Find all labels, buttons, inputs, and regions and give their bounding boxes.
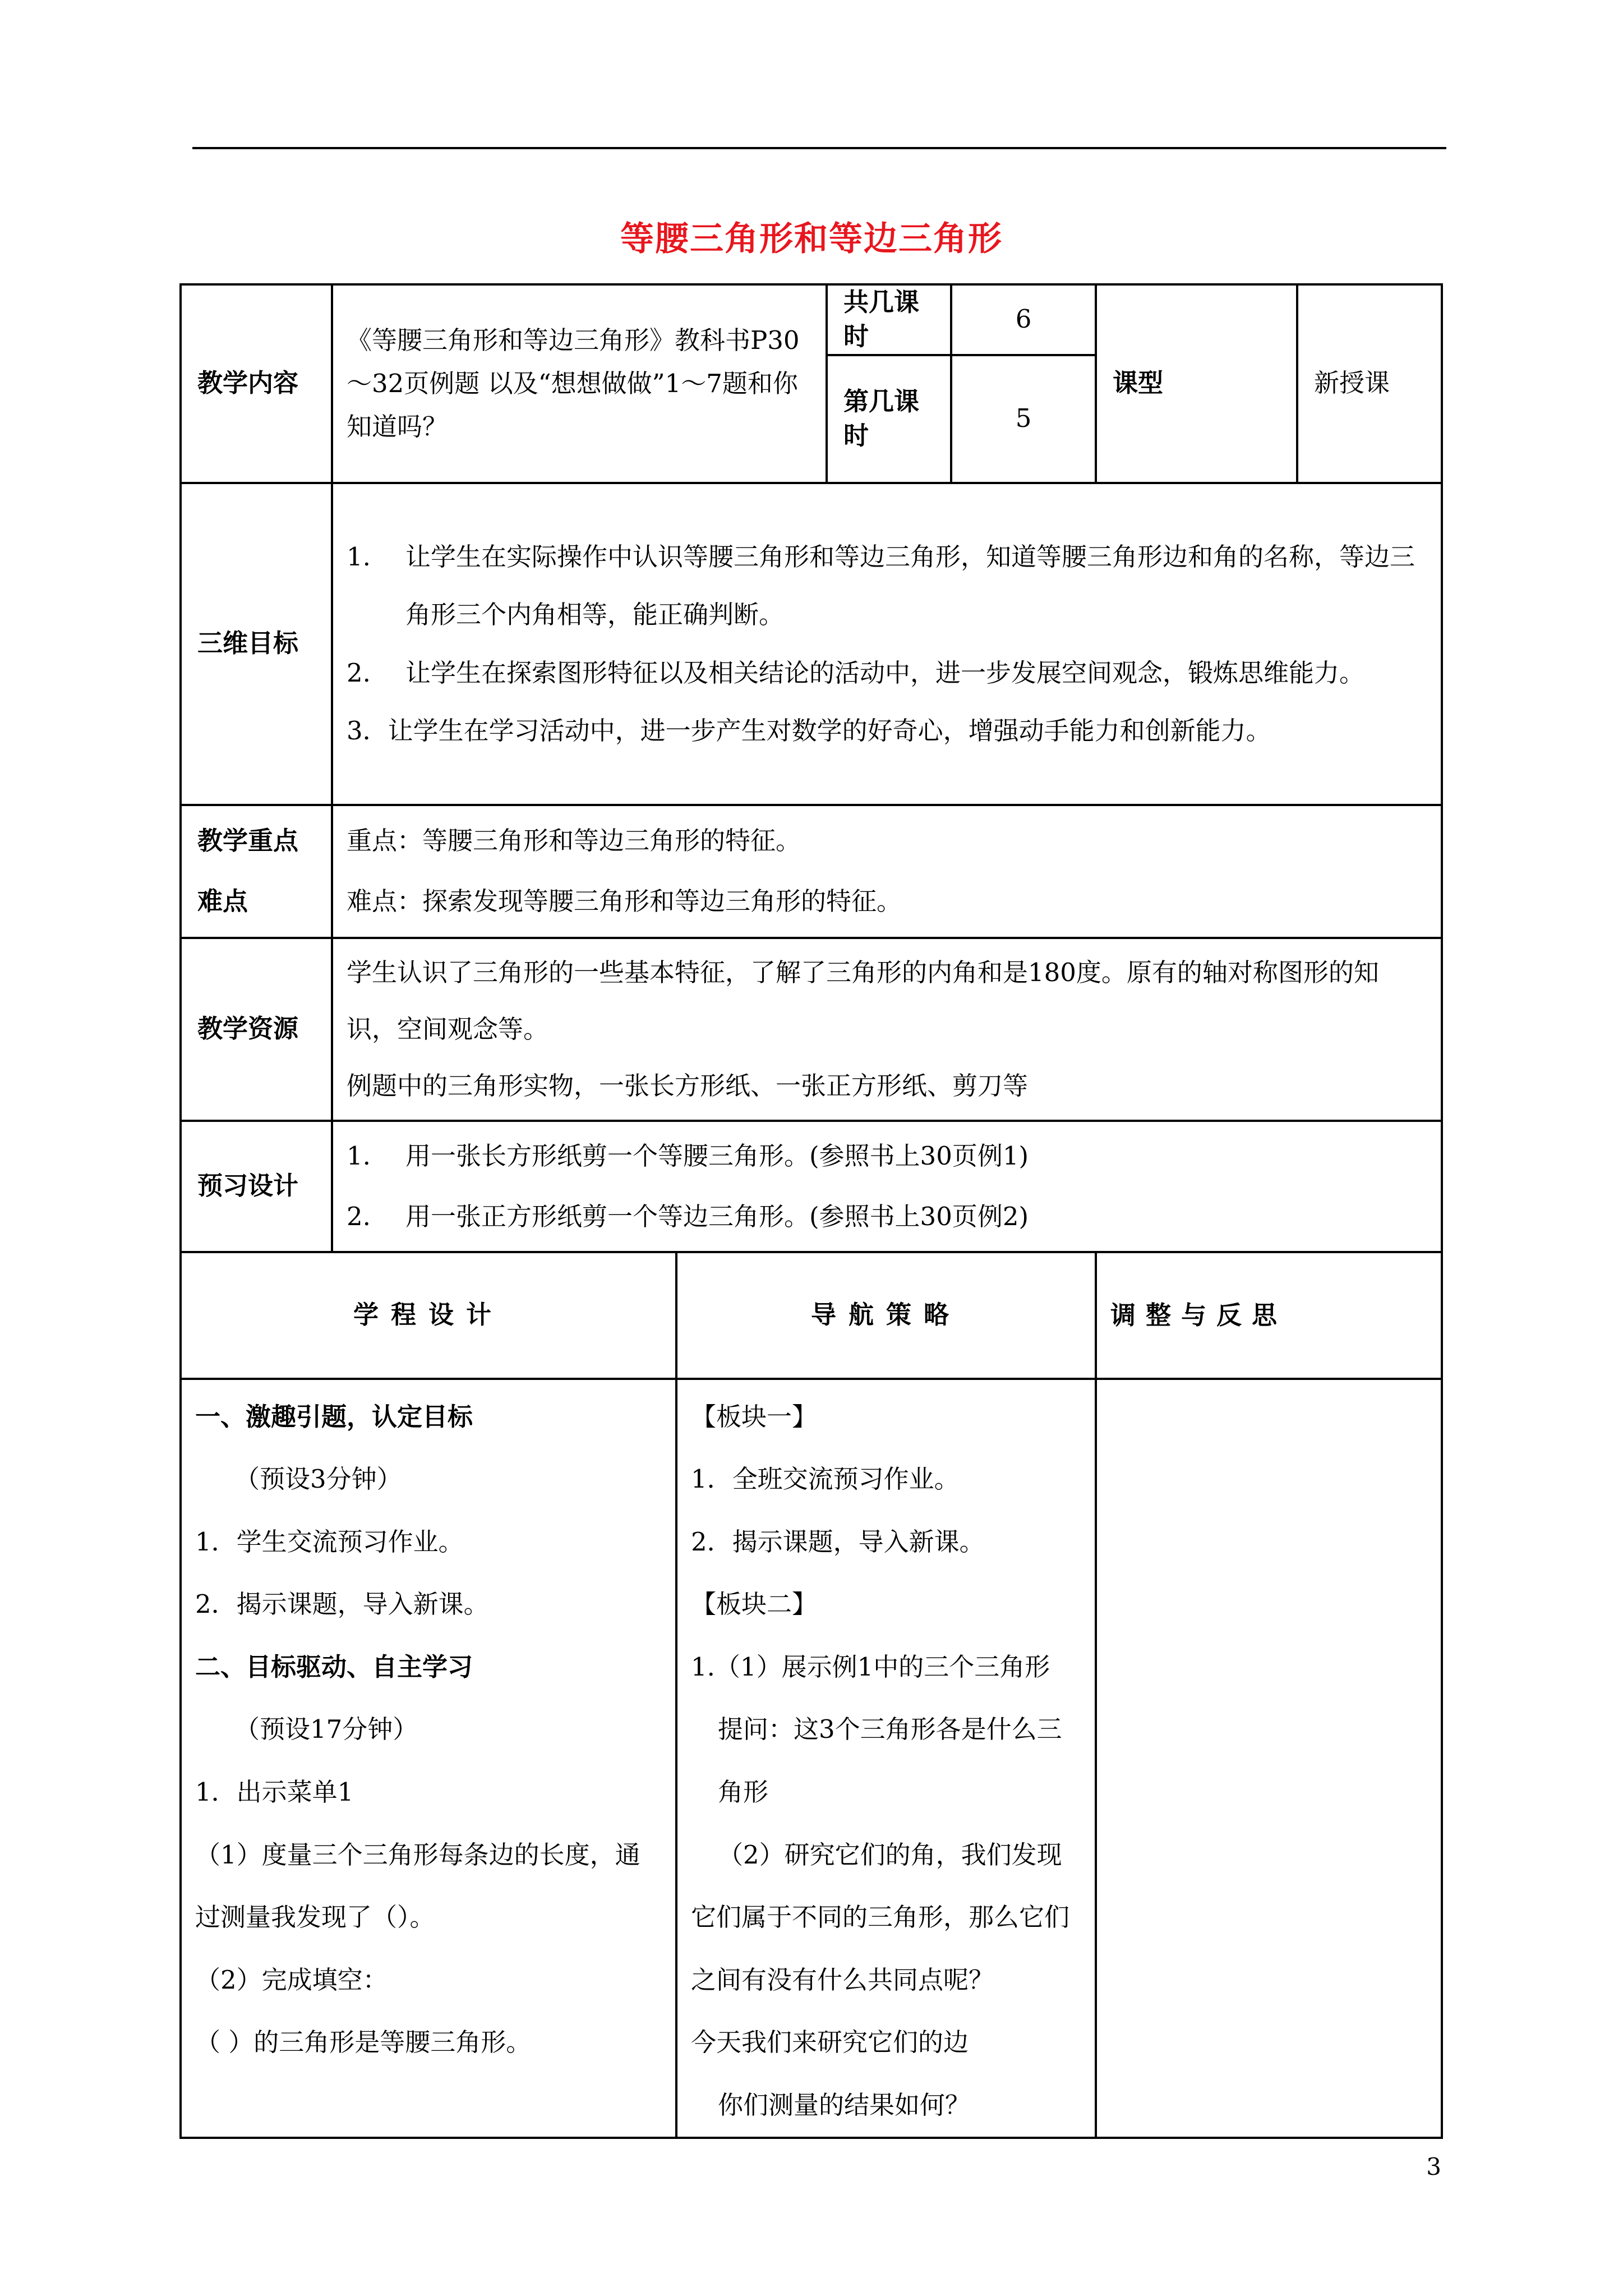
lesson-plan-table xyxy=(179,283,1443,2139)
total-hours-value: 6 xyxy=(951,284,1096,355)
preview-item: 2. 用一张正方形纸剪一个等边三角形。(参照书上30页例2) xyxy=(347,1201,1029,1231)
lesson-type-label: 课型 xyxy=(1096,284,1297,483)
process-section-heading: 一、激趣引题，认定目标 xyxy=(195,1401,473,1432)
preview-item: 1. 用一张长方形纸剪一个等腰三角形。(参照书上30页例1) xyxy=(347,1140,1029,1171)
process-line: （预设17分钟） xyxy=(234,1714,418,1745)
document-title: 等腰三角形和等边三角形 xyxy=(620,219,1003,259)
keypoints-cell xyxy=(332,805,1442,938)
keypoint-difficulty: 难点：探索发现等腰三角形和等边三角形的特征。 xyxy=(347,886,902,916)
process-line: 2．揭示课题，导入新课。 xyxy=(691,1526,985,1557)
process-line: 2．揭示课题，导入新课。 xyxy=(195,1589,489,1619)
header-rule xyxy=(192,147,1446,149)
which-hour-value: 5 xyxy=(951,355,1096,483)
process-line: 你们测量的结果如何？ xyxy=(718,2090,971,2120)
process-line: （2）研究它们的角，我们发现它们属于不同的三角形，那么它们之间有没有什么共同点呢？ xyxy=(691,1839,1070,1995)
process-block-heading: 【板块一】 xyxy=(691,1401,818,1432)
content-text: 《等腰三角形和等边三角形》教科书P30～32页例题 以及“想想做做”1～7题和你知道吗？ xyxy=(332,284,827,483)
lesson-type-value: 新授课 xyxy=(1297,284,1442,483)
process-section-heading: 二、目标驱动、自主学习 xyxy=(195,1651,473,1682)
process-line: 1.（1）展示例1中的三个三角形 xyxy=(691,1651,1050,1682)
process-right-cell xyxy=(676,1379,1096,2138)
process-reflection-cell xyxy=(1096,1379,1442,2138)
process-line: 提问：这3个三角形各是什么三角形 xyxy=(718,1714,1062,1807)
process-line: 今天我们来研究它们的边 xyxy=(691,2027,969,2058)
goals-label: 三维目标 xyxy=(181,483,332,805)
process-line: （预设3分钟） xyxy=(234,1464,402,1494)
process-line: 1．学生交流预习作业。 xyxy=(195,1526,464,1557)
process-col1-header: 学程设计 xyxy=(181,1252,676,1379)
keypoint-focus: 重点：等腰三角形和等边三角形的特征。 xyxy=(347,826,801,855)
goal-item: 1. 让学生在实际操作中认识等腰三角形和等边三角形，知道等腰三角形边和角的名称，等边三角形三个内角相等，能正确判断。 xyxy=(347,541,1415,629)
process-line: （1）度量三个三角形每条边的长度，通过测量我发现了（）。 xyxy=(195,1839,640,1932)
process-line: （ ）的三角形是等腰三角形。 xyxy=(195,2027,532,2058)
preview-label: 预习设计 xyxy=(181,1121,332,1252)
resources-label: 教学资源 xyxy=(181,938,332,1121)
process-line: （2）完成填空： xyxy=(195,1964,388,1995)
process-block-heading: 【板块二】 xyxy=(691,1589,818,1619)
resources-line: 学生认识了三角形的一些基本特征，了解了三角形的内角和是180度。原有的轴对称图形的知识，空间观念等。 xyxy=(347,957,1379,1044)
page-number: 3 xyxy=(1426,2153,1441,2180)
preview-cell xyxy=(332,1121,1442,1252)
process-col3-header: 调整与反思 xyxy=(1096,1252,1442,1379)
resources-cell xyxy=(332,938,1442,1121)
resources-line: 例题中的三角形实物，一张长方形纸、一张正方形纸、剪刀等 xyxy=(347,1071,1029,1101)
process-line: 1．出示菜单1 xyxy=(195,1777,354,1807)
keypoints-label: 教学重点 难点 xyxy=(181,805,332,938)
total-hours-label: 共几课时 xyxy=(827,284,951,355)
goal-item: 3．让学生在学习活动中，进一步产生对数学的好奇心，增强动手能力和创新能力。 xyxy=(347,716,1271,746)
goals-cell xyxy=(332,483,1442,805)
process-left-cell xyxy=(181,1379,676,2138)
which-hour-label: 第几课时 xyxy=(827,355,951,483)
process-col2-header: 导航策略 xyxy=(676,1252,1096,1379)
content-label: 教学内容 xyxy=(181,284,332,483)
process-line: 1．全班交流预习作业。 xyxy=(691,1464,960,1494)
goal-item: 2. 让学生在探索图形特征以及相关结论的活动中，进一步发展空间观念，锻炼思维能力。 xyxy=(347,657,1365,688)
